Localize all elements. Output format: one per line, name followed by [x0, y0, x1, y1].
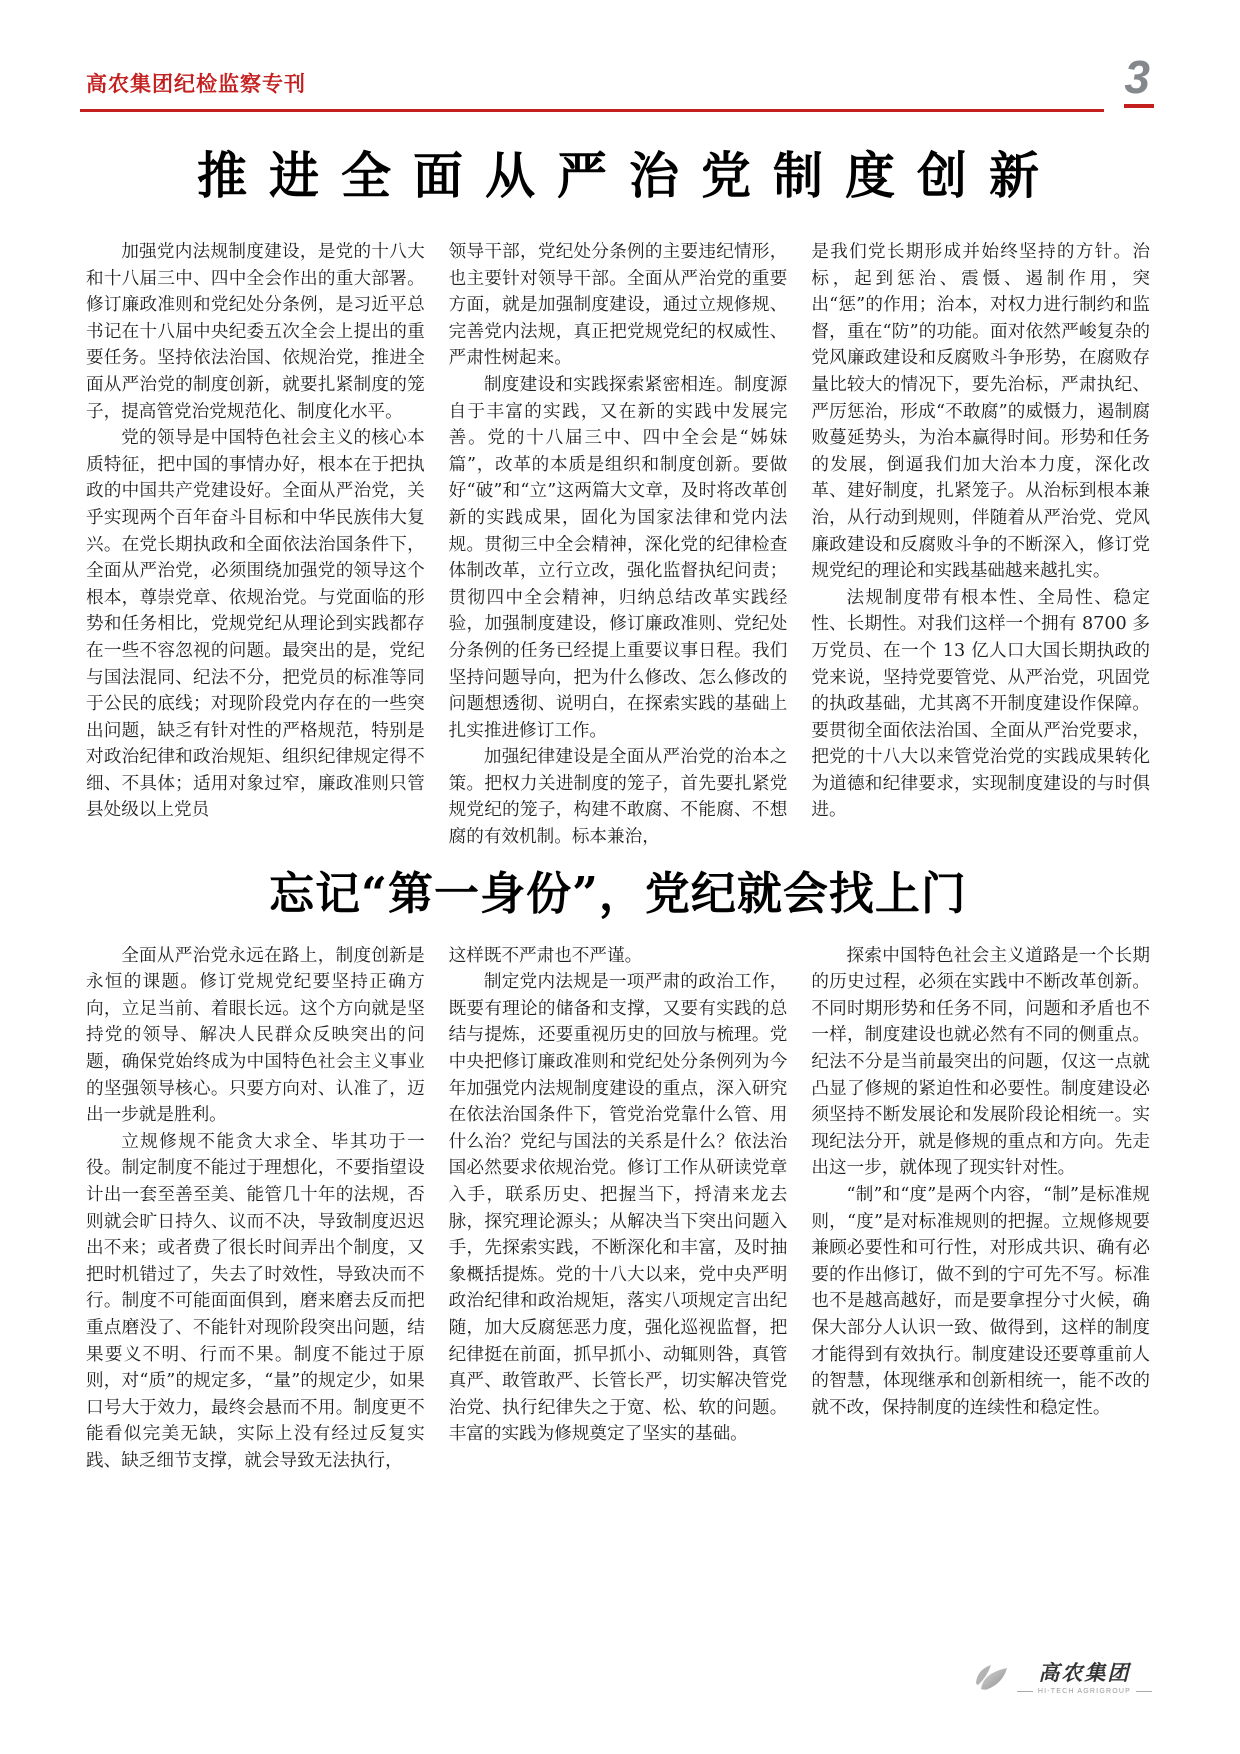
- leaf-logo-icon: [974, 1662, 1010, 1696]
- page-header: [86, 51, 1150, 112]
- article-1: [86, 148, 1150, 851]
- article-paragraph: 加强党内法规制度建设，是党的十八大和十八届三中、四中全会作出的重大部署。修订廉政准则和党纪处分条例，是习近平总书记在十八届中央纪委五次全会上提出的重要任务。坚持依法治国、依规治党，推进全面从严治党的制度创新，就要扎紧制度的笼子，提高管党治党规范化、制度化水平。: [86, 242, 425, 422]
- page-number: 3: [1124, 51, 1150, 103]
- article-1-column-3: [811, 239, 1150, 851]
- article-paragraph: 这样既不严肃也不严谨。: [448, 945, 643, 966]
- article-2-column-1: [86, 943, 425, 1475]
- article-paragraph: 领导干部，党纪处分条例的主要违纪情形，也主要针对领导干部。全面从严治党的重要方面，就是加强制度建设，通过立规修规、完善党内法规，真正把党规党纪的权威性、严肃性树起来。: [448, 242, 788, 369]
- article-paragraph: “制”和“度”是两个内容，“制”是标准规则，“度”是对标准规则的把握。立规修规要兼顾必要性和可行性，对形成共识、确有必要的作出修订，做不到的宁可先不写。标准也不是越高越好，而是要拿捏分寸火候，确保大部分人认识一致、做得到，这样的制度才能得到有效执行。制度建设还要尊重前人的智慧，体现继承和创新相统一，能不改的就不改，保持制度的连续性和稳定性。: [811, 1185, 1151, 1418]
- article-paragraph: 法规制度带有根本性、全局性、稳定性、长期性。对我们这样一个拥有 8700 多万党员、在一个 13 亿人口大国长期执政的党来说，坚持党要管党、从严治党，巩固党的执政基础，尤其离不开制度建设作保障。要贯彻全面依法治国、全面从严治党要求，把党的十八大以来管党治党的实践成果转化为道德和纪律要求，实现制度建设的与时俱进。: [811, 587, 1151, 821]
- logo-text-block: [1017, 1663, 1152, 1694]
- page-number-underline: [1124, 104, 1154, 108]
- company-logo: [974, 1662, 1152, 1696]
- logo-english-text: HI-TECH AGRIGROUP: [1037, 1687, 1131, 1695]
- article-paragraph: 立规修规不能贪大求全、毕其功于一役。制定制度不能过于理想化，不要指望设计出一套至善至美、能管几十年的法规，否则就会旷日持久、议而不决，导致制度迟迟出不来；或者费了很长时间弄出个制度，又把时机错过了，失去了时效性，导致决而不行。制度不可能面面俱到，磨来磨去反而把重点磨没了、不能针对现阶段突出问题，结果要义不明、行而不果。制度不能过于原则，对“质”的规定多，“量”的规定少，如果口号大于效力，最终会悬而不用。制度更不能看似完美无缺，实际上没有经过反复实践、缺乏细节支撑，就会导致无法执行，: [86, 1131, 425, 1471]
- logo-dash-right: [1136, 1691, 1152, 1692]
- article-1-column-1: [86, 239, 425, 851]
- article-paragraph: 党的领导是中国特色社会主义的核心本质特征，把中国的事情办好，根本在于把执政的中国共产党建设好。全面从严治党，关乎实现两个百年奋斗目标和中华民族伟大复兴。在党长期执政和全面依法治国条件下，全面从严治党，必须围绕加强党的领导这个根本，尊崇党章、依规治党。与党面临的形势和任务相比，党规党纪从理论到实践都存在一些不容忽视的问题。最突出的是，党纪与国法混同、纪法不分，把党员的标准等同于公民的底线；对现阶段党内存在的一些突出问题，缺乏有针对性的严格规范，特别是对政治纪律和政治规矩、组织纪律规定得不细、不具体；适用对象过窄，廉政准则只管县处级以上党员: [86, 428, 425, 821]
- article-2-column-3: [811, 943, 1150, 1475]
- article-2-columns: [86, 943, 1150, 1475]
- article-1-headline: 推进全面从严治党制度创新: [197, 148, 1061, 204]
- article-paragraph: 制度建设和实践探索紧密相连。制度源自于丰富的实践，又在新的实践中发展完善。党的十八届三中、四中全会是“姊妹篇”，改革的本质是组织和制度创新。要做好“破”和“立”这两篇大文章，及时将改革创新的实践成果，固化为国家法律和党内法规。贯彻三中全会精神，深化党的纪律检查体制改革，立行立改，强化监督执纪问责；贯彻四中全会精神，归纳总结改革实践经验，加强制度建设，修订廉政准则、党纪处分条例的任务已经提上重要议事日程。我们坚持问题导向，把为什么修改、怎么修改的问题想透彻、说明白，在探索实践的基础上扎实推进修订工作。: [448, 374, 788, 741]
- article-2-column-2: [449, 943, 788, 1475]
- article-paragraph: 探索中国特色社会主义道路是一个长期的历史过程，必须在实践中不断改革创新。不同时期形势和任务不同，问题和矛盾也不一样，制度建设也就必然有不同的侧重点。纪法不分是当前最突出的问题，仅这一点就凸显了修规的紧迫性和必要性。制度建设必须坚持不断发展论和发展阶段论相统一。实现纪法分开，就是修规的重点和方向。先走出这一步，就体现了现实针对性。: [811, 945, 1151, 1179]
- article-paragraph: 制定党内法规是一项严肃的政治工作，既要有理论的储备和支撑，又要有实践的总结与提炼，还要重视历史的回放与梳理。党中央把修订廉政准则和党纪处分条例列为今年加强党内法规制度建设的重点，深入研究在依法治国条件下，管党治党靠什么管、用什么治？党纪与国法的关系是什么？依法治国必然要求依规治党。修订工作从研读党章入手，联系历史、把握当下，捋清来龙去脉，探究理论源头；从解决当下突出问题入手，先探索实践，不断深化和丰富，及时抽象概括提炼。党的十八大以来，党中央严明政治纪律和政治规矩，落实八项规定言出纪随，加大反腐惩恶力度，强化巡视监督，把纪律挺在前面，抓早抓小、动辄则咎，真管真严、敢管敢严、长管长严，切实解决管党治党、执行纪律失之于宽、松、软的问题。丰富的实践为修规奠定了坚实的基础。: [448, 972, 788, 1445]
- header-rule: [80, 109, 1104, 113]
- article-1-columns: [86, 239, 1150, 851]
- article-paragraph: 加强纪律建设是全面从严治党的治本之策。把权力关进制度的笼子，首先要扎紧党规党纪的笼子，构建不敢腐、不能腐、不想腐的有效机制。标本兼治，: [448, 747, 788, 848]
- article-1-column-2: [449, 239, 788, 851]
- article-2-headline: 忘记“第一身份”，党纪就会找上门: [269, 866, 967, 920]
- article-2: [86, 867, 1150, 1475]
- logo-english-name: [1017, 1688, 1152, 1695]
- article-paragraph: 是我们党长期形成并始终坚持的方针。治标，起到惩治、震慑、遏制作用，突出“惩”的作用；治本，对权力进行制约和监督，重在“防”的功能。面对依然严峻复杂的党风廉政建设和反腐败斗争形势，在腐败存量比较大的情况下，要先治标，严肃执纪、严厉惩治，形成“不敢腐”的威慑力，遏制腐败蔓延势头，为治本赢得时间。形势和任务的发展，倒逼我们加大治本力度，深化改革、建好制度，扎紧笼子。从治标到根本兼治，从行动到规则，伴随着从严治党、党风廉政建设和反腐败斗争的不断深入，修订党规党纪的理论和实践基础越来越扎实。: [811, 242, 1151, 582]
- article-paragraph: 全面从严治党永远在路上，制度创新是永恒的课题。修订党规党纪要坚持正确方向，立足当前、着眼长远。这个方向就是坚持党的领导、解决人民群众反映突出的问题，确保党始终成为中国特色社会主义事业的坚强领导核心。只要方向对、认准了，迈出一步就是胜利。: [86, 945, 425, 1126]
- masthead-title: 高农集团纪检监察专刊: [86, 73, 306, 96]
- logo-dash-left: [1017, 1691, 1033, 1692]
- logo-chinese-name: 高农集团: [1038, 1662, 1131, 1686]
